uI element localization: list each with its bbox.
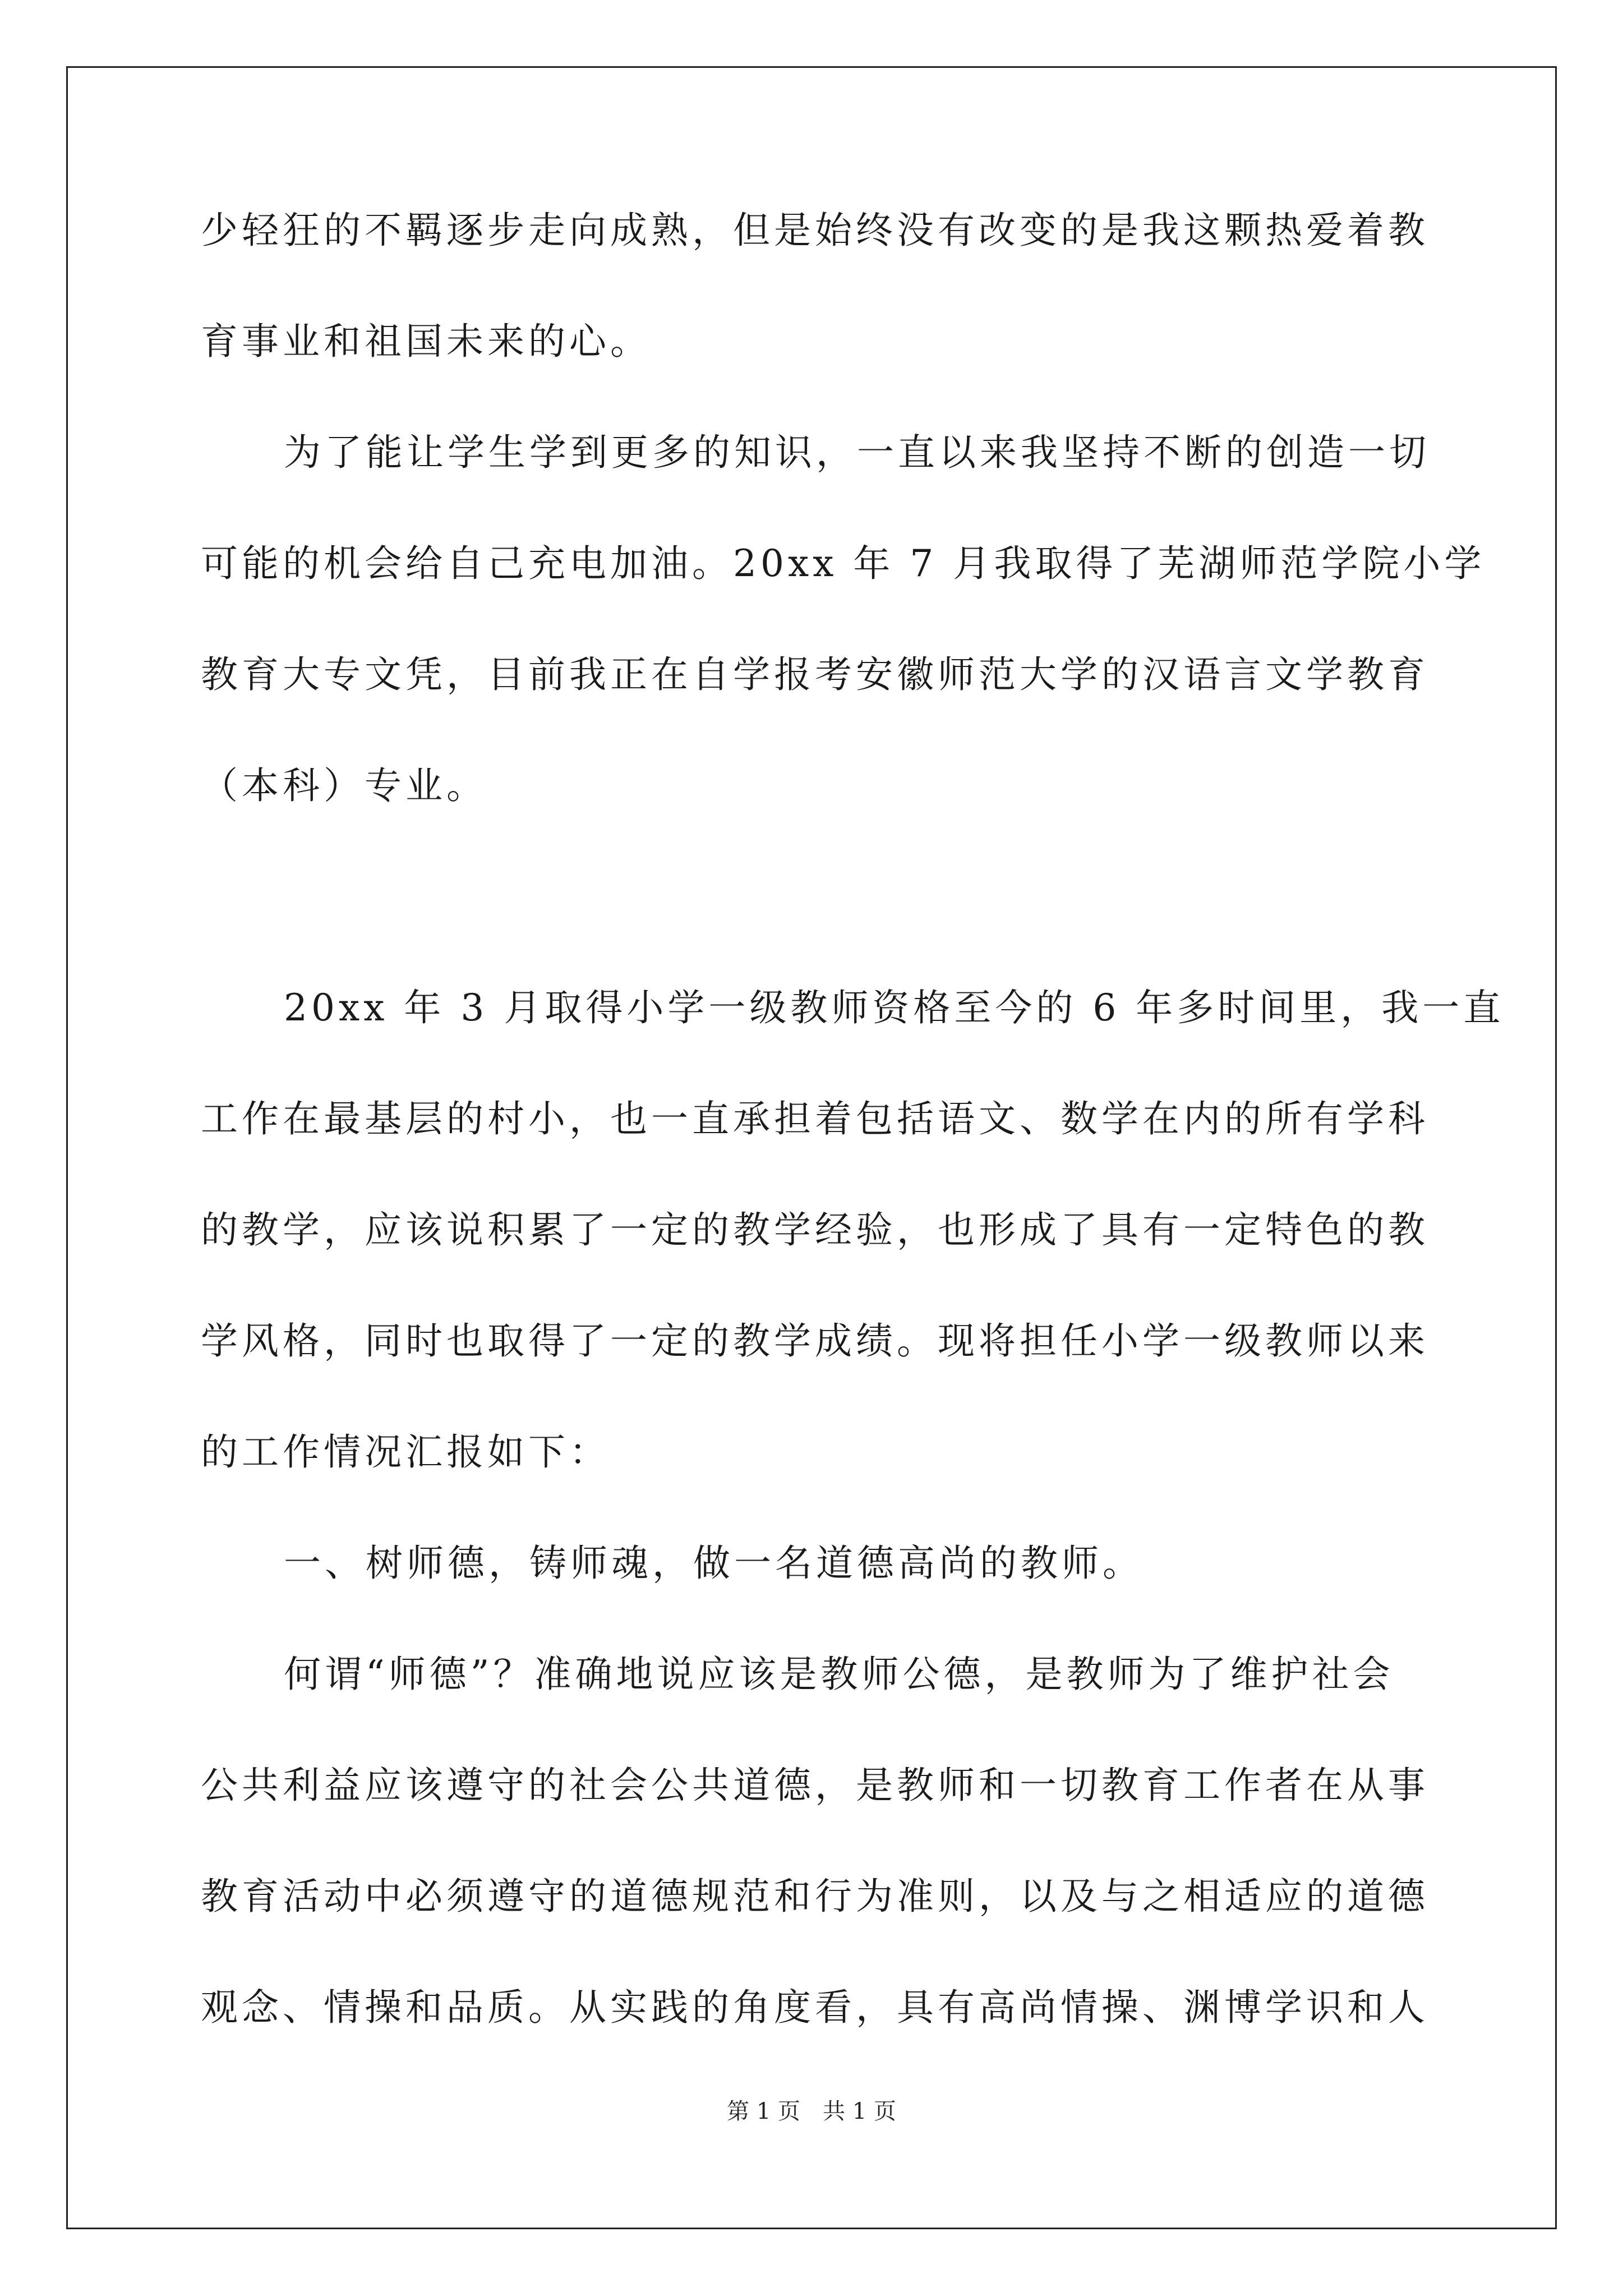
text-line: 学风格，同时也取得了一定的教学成绩。现将担任小学一级教师以来	[201, 1319, 1429, 1363]
text-line: 的教学，应该说积累了一定的教学经验，也形成了具有一定特色的教	[201, 1208, 1429, 1251]
text-line: 观念、情操和品质。从实践的角度看，具有高尚情操、渊博学识和人	[201, 1986, 1429, 2029]
text-line: 可能的机会给自己充电加油。20xx 年 7 月我取得了芜湖师范学院小学	[201, 542, 1486, 585]
text-line: 少轻狂的不羁逐步走向成熟，但是始终没有改变的是我这颗热爱着教	[201, 209, 1429, 252]
page-footer: 第 1 页 共 1 页	[727, 2099, 896, 2124]
text-line: 教育活动中必须遵守的道德规范和行为准则，以及与之相适应的道德	[201, 1875, 1429, 1918]
text-line: 工作在最基层的村小，也一直承担着包括语文、数学在内的所有学科	[201, 1097, 1429, 1140]
text-line: （本科）专业。	[201, 764, 487, 807]
document-body	[201, 209, 1505, 2100]
text-line: 的工作情况汇报如下：	[201, 1430, 610, 1474]
text-line: 公共利益应该遵守的社会公共道德，是教师和一切教育工作者在从事	[201, 1764, 1429, 1807]
text-line: 教育大专文凭，目前我正在自学报考安徽师范大学的汉语言文学教育	[201, 653, 1429, 696]
paragraph-start-line: 20xx 年 3 月取得小学一级教师资格至今的 6 年多时间里，我一直	[284, 986, 1505, 1029]
paragraph-start-line: 为了能让学生学到更多的知识，一直以来我坚持不断的创造一切	[284, 431, 1430, 474]
section-heading: 一、树师德，铸师魂，做一名道德高尚的教师。	[284, 1542, 1144, 1585]
text-line: 育事业和祖国未来的心。	[201, 320, 651, 363]
paragraph-start-line: 何谓“师德”？准确地说应该是教师公德，是教师为了维护社会	[284, 1653, 1394, 1696]
